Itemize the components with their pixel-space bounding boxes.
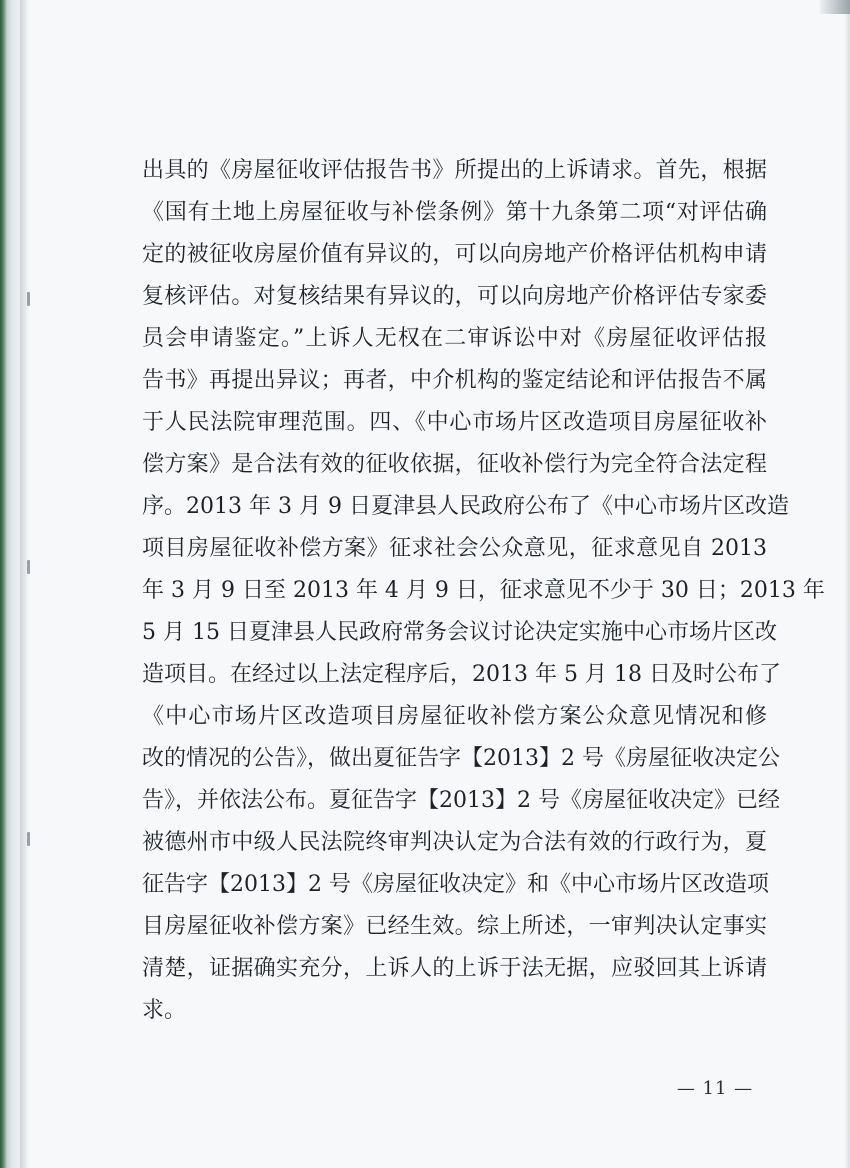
text-line: 员会申请鉴定。”上诉人无权在二审诉讼中对《房屋征收评估报	[142, 326, 767, 351]
staple-mark	[27, 560, 30, 574]
right-page-edge	[844, 0, 850, 1168]
text-line: 出具的《房屋征收评估报告书》所提出的上诉请求。首先，根据	[142, 158, 767, 183]
body-text	[142, 150, 825, 1032]
fold-shadow	[20, 0, 30, 1168]
corner-shadow	[820, 0, 850, 14]
text-line: 复核评估。对复核结果有异议的，可以向房地产价格评估专家委	[142, 284, 767, 309]
page-number: — 11 —	[676, 1078, 754, 1099]
text-line: 《国有土地上房屋征收与补偿条例》第十九条第二项“对评估确	[142, 200, 767, 225]
text-line: 年 3 月 9 日至 2013 年 4 月 9 日，征求意见不少于 30 日；2013 年	[142, 578, 825, 603]
text-line: 序。2013 年 3 月 9 日夏津县人民政府公布了《中心市场片区改造	[142, 494, 789, 519]
text-line: 改的情况的公告》，做出夏征告字【2013】2 号《房屋征收决定公	[142, 746, 780, 771]
staple-mark	[27, 832, 30, 846]
staple-mark	[27, 292, 30, 306]
text-line: 清楚，证据确实充分，上诉人的上诉于法无据，应驳回其上诉请	[142, 956, 767, 981]
text-line: 被德州市中级人民法院终审判决认定为合法有效的行政行为，夏	[142, 830, 767, 855]
text-line: 告》，并依法公布。夏征告字【2013】2 号《房屋征收决定》已经	[142, 788, 780, 813]
text-line: 造项目。在经过以上法定程序后，2013 年 5 月 18 日及时公布了	[142, 662, 781, 687]
text-line: 定的被征收房屋价值有异议的，可以向房地产价格评估机构申请	[142, 242, 767, 267]
text-line: 征告字【2013】2 号《房屋征收决定》和《中心市场片区改造项	[142, 872, 769, 897]
text-line: 《中心市场片区改造项目房屋征收补偿方案公众意见情况和修	[142, 704, 767, 729]
text-line: 偿方案》是合法有效的征收依据，征收补偿行为完全符合法定程	[142, 452, 767, 477]
text-line: 告书》再提出异议；再者，中介机构的鉴定结论和评估报告不属	[142, 368, 767, 393]
text-line: 于人民法院审理范围。四、《中心市场片区改造项目房屋征收补	[142, 410, 767, 435]
text-line: 项目房屋征收补偿方案》征求社会公众意见，征求意见自 2013	[142, 536, 767, 561]
text-line: 求。	[142, 998, 187, 1023]
text-line: 5 月 15 日夏津县人民政府常务会议讨论决定实施中心市场片区改	[142, 620, 777, 645]
text-line: 目房屋征收补偿方案》已经生效。综上所述，一审判决认定事实	[142, 914, 767, 939]
